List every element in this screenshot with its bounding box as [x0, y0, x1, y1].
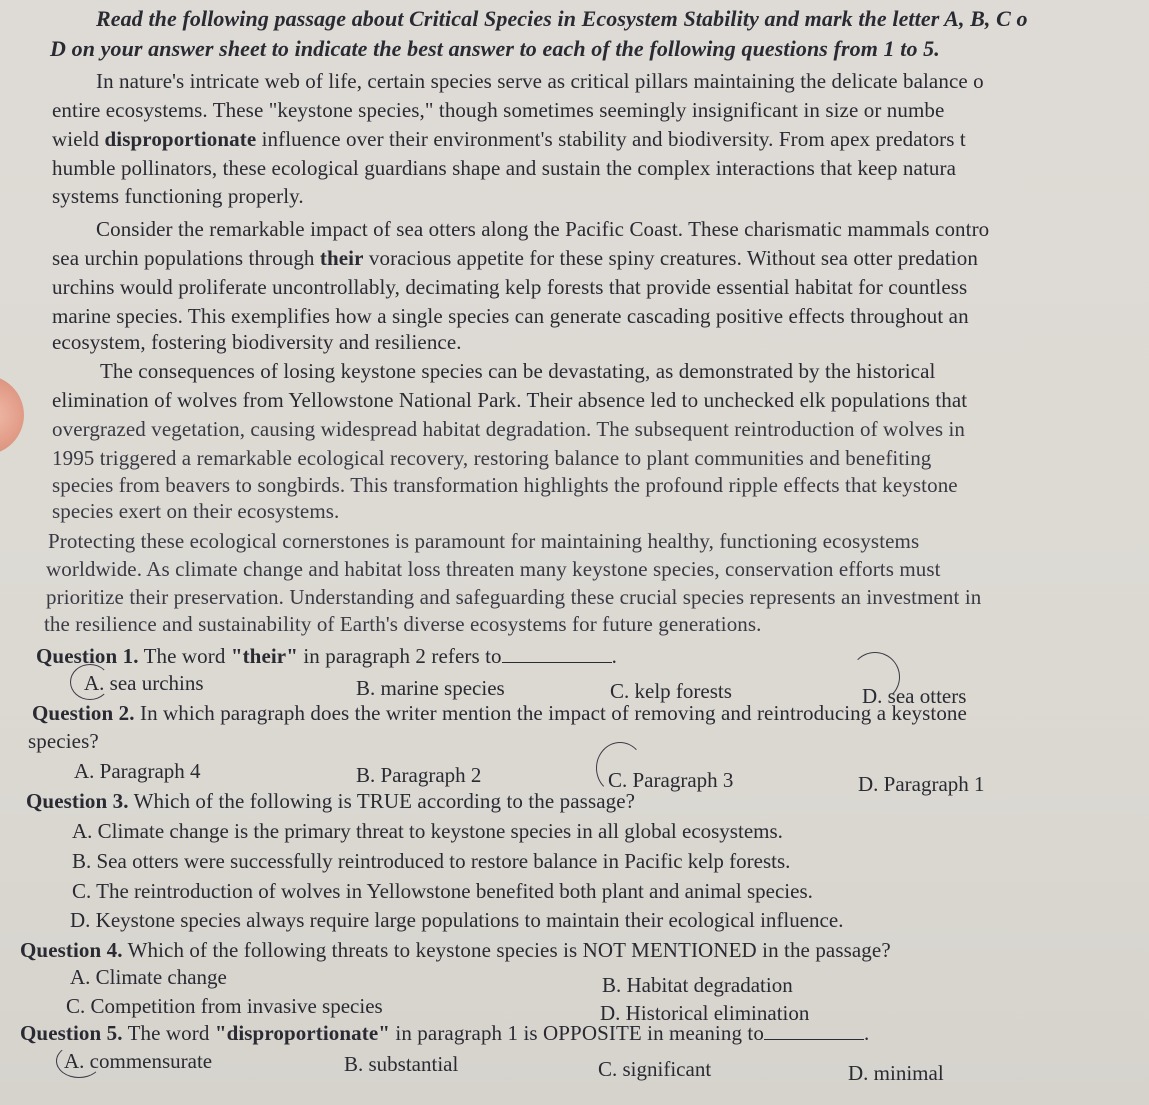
q2-option-a[interactable]: A. Paragraph 4 — [74, 759, 201, 783]
passage-p1-line-2: entire ecosystems. These "keystone species," though sometimes seemingly insignificant in size or numbe — [52, 98, 945, 122]
passage-text: influence over their environment's stability and biodiversity. From apex predators t — [256, 127, 966, 151]
question-text: . — [863, 1021, 870, 1045]
passage-p1-line-1: In nature's intricate web of life, certain species serve as critical pillars maintaining the delicate balance o — [96, 69, 984, 93]
q5-option-a[interactable]: A. commensurate — [64, 1049, 213, 1073]
instruction-line-2: D on your answer sheet to indicate the best answer to each of the following questions from 1 to 5. — [50, 36, 940, 61]
question-text: The word — [138, 644, 231, 668]
q1-option-d[interactable]: D. sea otters — [862, 684, 967, 708]
passage-p1-line-3 — [52, 126, 966, 152]
question-keyword: "their" — [230, 644, 298, 668]
passage-p3-line-5: species from beavers to songbirds. This transformation highlights the profound ripple effects that keystone — [52, 473, 958, 497]
pencil-answer-mark — [596, 742, 644, 794]
q2-option-d[interactable]: D. Paragraph 1 — [858, 772, 985, 796]
q4-option-a[interactable]: A. Climate change — [70, 965, 227, 989]
keyword-their: their — [319, 246, 364, 270]
q3-option-a[interactable]: A. Climate change is the primary threat to keystone species in all global ecosystems. — [72, 819, 783, 843]
question-label: Question 2. — [32, 701, 135, 725]
question-text: The word — [122, 1021, 215, 1045]
q3-option-b[interactable]: B. Sea otters were successfully reintroduced to restore balance in Pacific kelp forests. — [72, 849, 791, 873]
pencil-answer-mark — [850, 652, 900, 702]
question-text: in paragraph 1 is OPPOSITE in meaning to — [390, 1021, 764, 1045]
question-text: Which of the following is TRUE according to the passage? — [128, 789, 636, 813]
q5-option-c[interactable]: C. significant — [598, 1057, 712, 1081]
q1-option-c[interactable]: C. kelp forests — [610, 679, 732, 703]
question-text: in paragraph 2 refers to — [297, 644, 502, 668]
passage-p2-line-1: Consider the remarkable impact of sea otters along the Pacific Coast. These charismatic mammals contro — [96, 217, 990, 241]
passage-p3-line-2: elimination of wolves from Yellowstone National Park. Their absence led to unchecked elk populations that — [52, 388, 968, 412]
passage-p3-line-4: 1995 triggered a remarkable ecological recovery, restoring balance to plant communities and benefiting — [52, 446, 932, 470]
passage-p3-line-1: The consequences of losing keystone species can be devastating, as demonstrated by the historical — [100, 359, 936, 383]
question-3-title — [26, 788, 635, 814]
passage-p3-line-3: overgrazed vegetation, causing widespread habitat degradation. The subsequent reintroduction of wolves in — [52, 417, 966, 441]
q3-option-c[interactable]: C. The reintroduction of wolves in Yellowstone benefited both plant and animal species. — [72, 879, 813, 903]
passage-p2-line-4: marine species. This exemplifies how a single species can generate cascading positive effects throughout an — [52, 304, 969, 328]
passage-p4-line-2: worldwide. As climate change and habitat loss threaten many keystone species, conservation efforts must — [46, 557, 941, 581]
pencil-answer-mark — [56, 1044, 102, 1078]
q4-option-d[interactable]: D. Historical elimination — [600, 1001, 810, 1025]
answer-blank — [502, 644, 612, 663]
question-text: . — [611, 644, 618, 668]
passage-p1-line-4: humble pollinators, these ecological guardians shape and sustain the complex interactions that keep natura — [52, 156, 956, 180]
q4-option-b[interactable]: B. Habitat degradation — [602, 973, 793, 997]
question-text: In which paragraph does the writer mention the impact of removing and reintroducing a keystone — [134, 701, 967, 725]
q2-option-c[interactable]: C. Paragraph 3 — [608, 768, 734, 792]
finger-photo-artifact — [0, 375, 24, 455]
passage-text: wield — [52, 127, 105, 151]
passage-p1-line-5: systems functioning properly. — [52, 184, 304, 208]
question-1-title — [36, 643, 617, 669]
q3-option-d[interactable]: D. Keystone species always require large populations to maintain their ecological influence. — [70, 908, 844, 932]
question-text: Which of the following threats to keystone species is NOT MENTIONED in the passage? — [122, 938, 891, 962]
passage-p2-line-3: urchins would proliferate uncontrollably, decimating kelp forests that provide essential habitat for countless — [52, 275, 968, 299]
q2-option-b[interactable]: B. Paragraph 2 — [356, 763, 482, 787]
q1-option-b[interactable]: B. marine species — [356, 676, 505, 700]
question-label: Question 4. — [20, 938, 123, 962]
answer-blank — [764, 1021, 864, 1040]
q1-option-a[interactable]: A. sea urchins — [84, 671, 204, 695]
passage-p4-line-3: prioritize their preservation. Understanding and safeguarding these crucial species represents an investment in — [46, 585, 982, 609]
passage-p4-line-1: Protecting these ecological cornerstones is paramount for maintaining healthy, functioning ecosystems — [48, 529, 920, 553]
passage-p2-line-2 — [52, 245, 978, 271]
question-4-title — [20, 937, 891, 963]
question-2-title-line-1 — [32, 700, 967, 726]
passage-p3-line-6: species exert on their ecosystems. — [52, 499, 340, 523]
passage-text: sea urchin populations through — [52, 246, 320, 270]
keyword-disproportionate: disproportionate — [104, 127, 257, 151]
question-label: Question 1. — [36, 644, 139, 668]
question-keyword: "disproportionate" — [214, 1021, 391, 1045]
passage-p2-line-5: ecosystem, fostering biodiversity and resilience. — [52, 330, 462, 354]
instruction-line-1: Read the following passage about Critical Species in Ecosystem Stability and mark the letter A, B, C o — [96, 6, 1028, 31]
question-label: Question 5. — [20, 1021, 123, 1045]
passage-p4-line-4: the resilience and sustainability of Earth's diverse ecosystems for future generations. — [44, 612, 762, 636]
q5-option-d[interactable]: D. minimal — [848, 1061, 944, 1085]
passage-text: voracious appetite for these spiny creatures. Without sea otter predation — [363, 246, 978, 270]
q4-option-c[interactable]: C. Competition from invasive species — [66, 994, 383, 1018]
question-2-title-line-2: species? — [28, 729, 99, 753]
q5-option-b[interactable]: B. substantial — [344, 1052, 459, 1076]
question-5-title — [20, 1020, 869, 1046]
question-label: Question 3. — [26, 789, 129, 813]
pencil-answer-mark — [70, 664, 110, 700]
